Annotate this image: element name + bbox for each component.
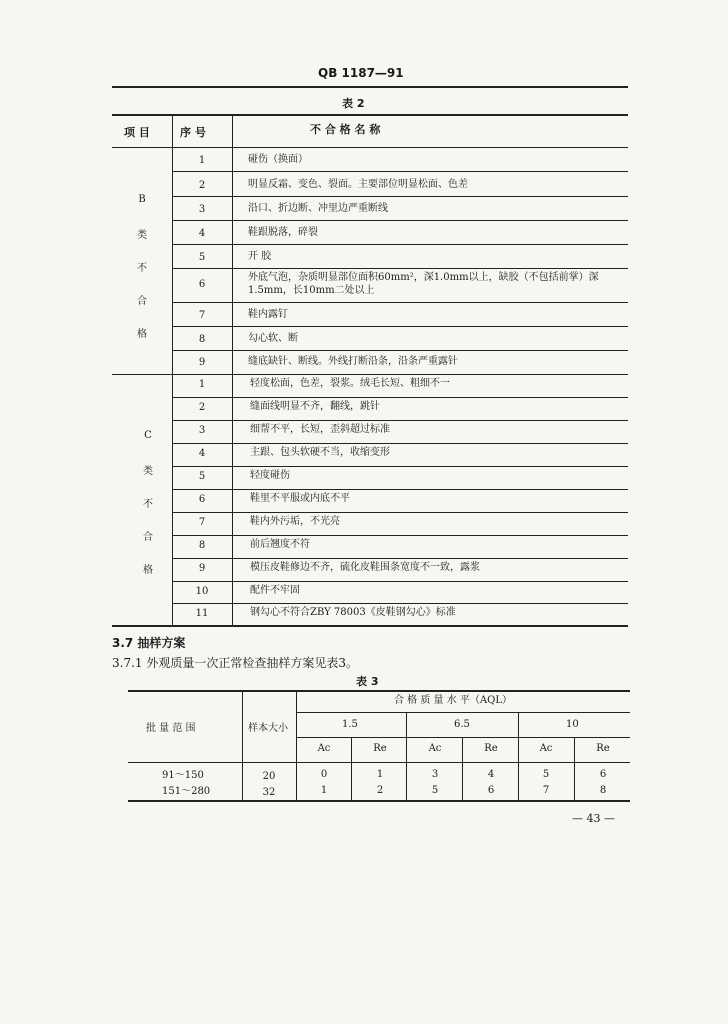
section-heading: 3.7 抽样方案 <box>112 636 186 650</box>
aql-level-1: 1.5 <box>342 719 358 730</box>
header-seq: 序 号 <box>180 126 206 139</box>
col-sample-header: 样本大小 <box>248 723 288 734</box>
sub-header: Re <box>484 743 498 754</box>
page-number: — 43 — <box>572 812 615 825</box>
table2-caption: 表 2 <box>342 97 365 110</box>
col-batch-header: 批 量 范 围 <box>146 723 196 734</box>
header-name: 不 合 格 名 称 <box>310 123 381 136</box>
section-paragraph: 3.7.1 外观质量一次正常检查抽样方案见表3。 <box>112 656 358 670</box>
sub-header: Ac <box>539 743 553 754</box>
sub-header: Re <box>596 743 610 754</box>
header-item: 项 目 <box>124 126 150 139</box>
doc-code: QB 1187—91 <box>318 66 404 80</box>
sub-header: Re <box>373 743 387 754</box>
aql-header: 合 格 质 量 水 平（AQL） <box>394 695 512 706</box>
table3-caption: 表 3 <box>356 675 379 688</box>
sub-header: Ac <box>428 743 442 754</box>
aql-level-3: 10 <box>566 719 579 730</box>
header-rule <box>112 86 628 88</box>
aql-level-2: 6.5 <box>454 719 470 730</box>
sub-header: Ac <box>317 743 331 754</box>
